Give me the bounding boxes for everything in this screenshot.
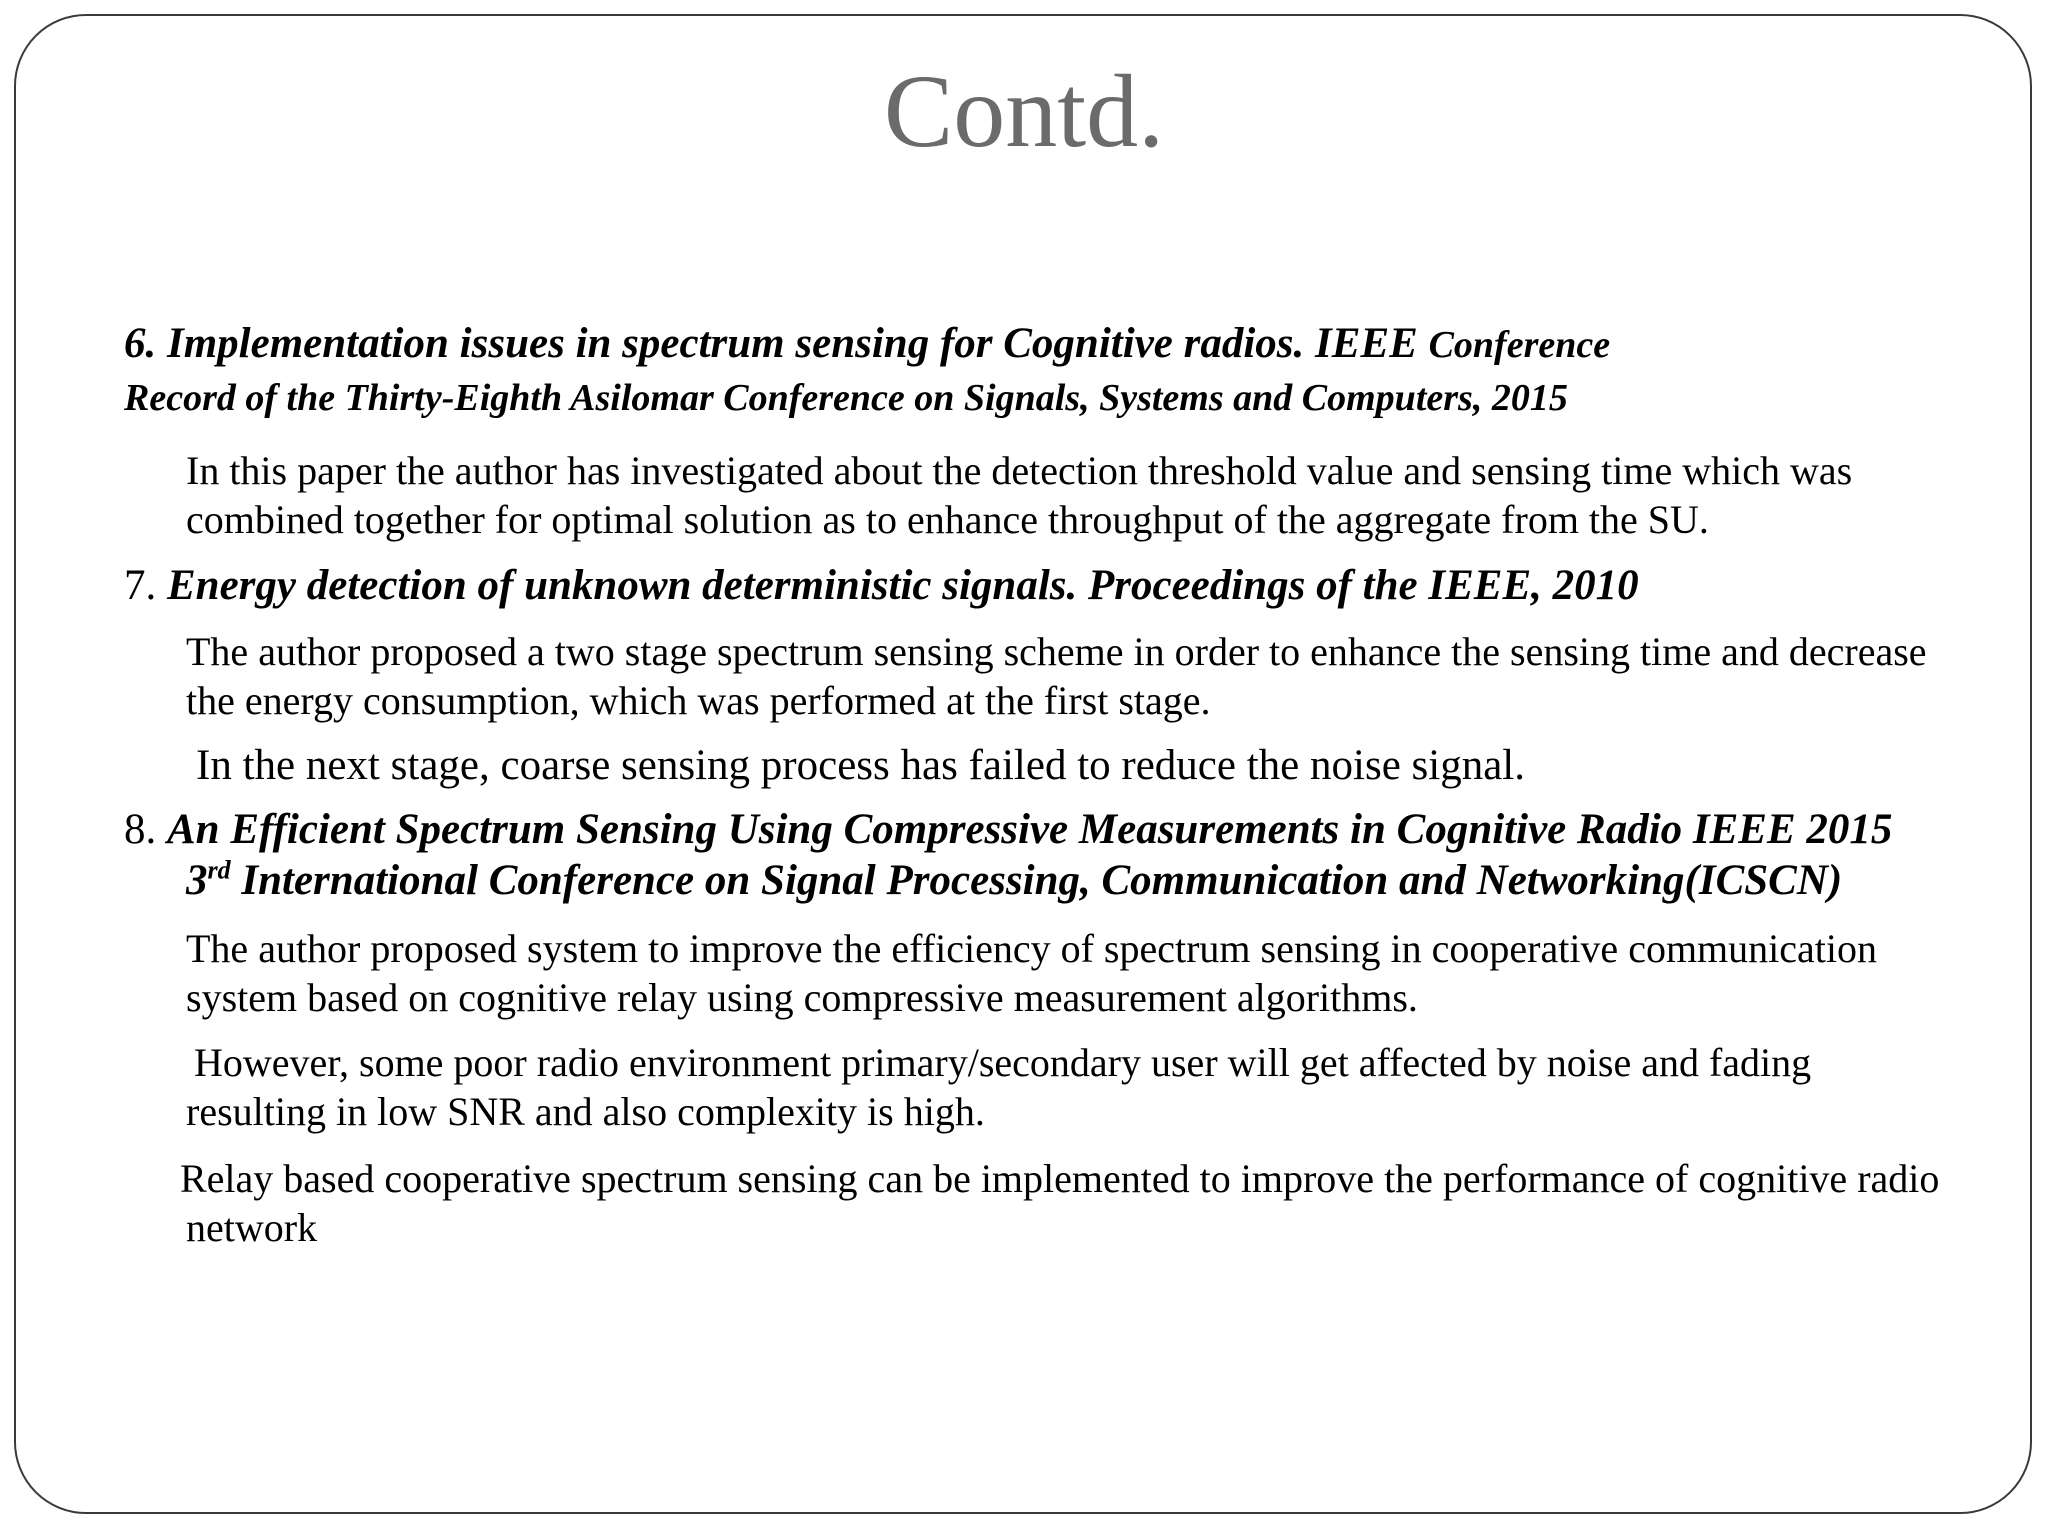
slide-content: [124, 318, 1944, 1252]
reference-6-summary: In this paper the author has investigated about the detection threshold value and sensing time which was combined together for optimal solution as to enhance throughput of the aggregate from the SU.: [186, 448, 1853, 542]
reference-7-number: 7.: [124, 562, 167, 609]
reference-8-title-a: An Efficient Spectrum Sensing Using Compressive Measurements in Cognitive Radio IEEE 2015 3: [167, 806, 1893, 904]
reference-6-venue-b: Record of the Thirty-Eighth Asilomar Conference on Signals, Systems and Computers, 2015: [124, 377, 1568, 419]
reference-7-title: Energy detection of unknown deterministic signals. Proceedings of the IEEE, 2010: [167, 562, 1639, 609]
reference-6-venue-a: Conference: [1428, 324, 1611, 366]
reference-8-summary-2: However, some poor radio environment primary/secondary user will get affected by noise and fading resulting in low SNR and also complexity is high.: [186, 1040, 1812, 1134]
slide-title: Contd.: [883, 54, 1165, 169]
reference-8-superscript: rd: [207, 855, 231, 885]
reference-7-summary-1: The author proposed a two stage spectrum sensing scheme in order to enhance the sensing time and decrease the energy consumption, which was performed at the first stage.: [186, 629, 1927, 723]
reference-8-title-b: International Conference on Signal Processing, Communication and Networking(ICSCN): [230, 857, 1843, 904]
reference-6: [124, 318, 1944, 424]
reference-8-summary-1: The author proposed system to improve the efficiency of spectrum sensing in cooperative communication system based on cognitive relay using compressive measurement algorithms.: [186, 926, 1878, 1020]
reference-8-summary-3: Relay based cooperative spectrum sensing can be implemented to improve the performance of cognitive radio network: [180, 1156, 1940, 1250]
reference-8: [124, 804, 1944, 906]
reference-7-summary-2: In the next stage, coarse sensing process has failed to reduce the noise signal.: [196, 742, 1525, 789]
reference-7: [124, 560, 1944, 611]
reference-8-number: 8.: [124, 806, 167, 853]
reference-6-title: 6. Implementation issues in spectrum sensing for Cognitive radios. IEEE: [124, 320, 1429, 367]
